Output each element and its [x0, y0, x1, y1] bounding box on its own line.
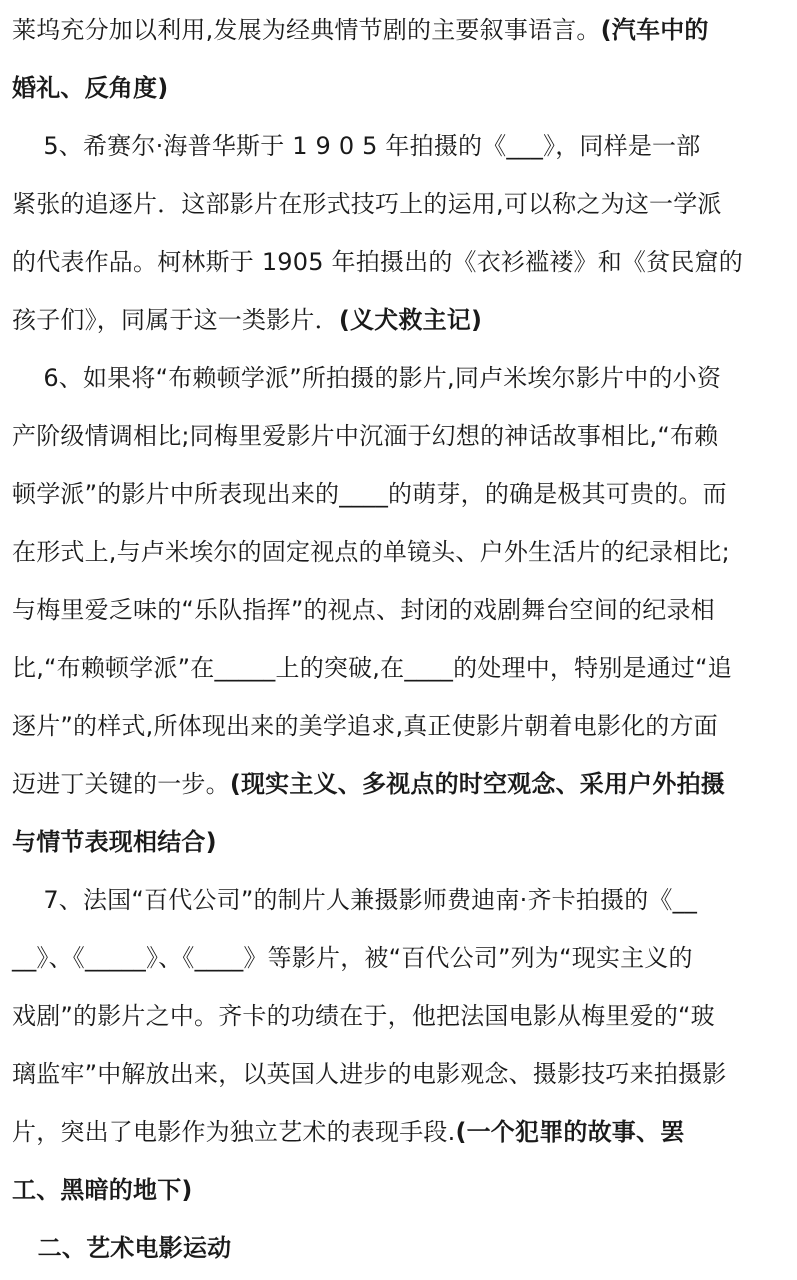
text-line: [12, 880, 697, 920]
answer-text: 与情节表现相结合): [12, 828, 217, 856]
text-line: [12, 242, 743, 282]
text-line: [12, 822, 217, 862]
body-text: 迈进丁关键的一步。: [12, 770, 230, 798]
text-line: [12, 416, 718, 456]
body-text: 逐片”的样式,所体现出来的美学追求,真正使影片朝着电影化的方面: [12, 712, 718, 740]
body-text: 莱坞充分加以利用,发展为经典情节剧的主要叙事语言。: [12, 16, 601, 44]
text-line: [12, 532, 730, 572]
answer-text: 二、艺术电影运动: [12, 1234, 232, 1262]
body-text: 顿学派”的影片中所表现出来的____的萌芽，的确是极其可贵的。而: [12, 480, 727, 508]
text-line: [12, 938, 693, 978]
text-line: [12, 1054, 726, 1094]
body-text: 在形式上,与卢米埃尔的固定视点的单镜头、户外生活片的纪录相比;: [12, 538, 730, 566]
answer-text: 婚礼、反角度): [12, 74, 169, 102]
body-text: 与梅里爱乏味的“乐队指挥”的视点、封闭的戏剧舞台空间的纪录相: [12, 596, 715, 624]
text-line: [12, 68, 168, 108]
text-line: [12, 126, 700, 166]
text-line: [12, 706, 718, 746]
text-line: [12, 358, 721, 398]
body-text: 璃监牢”中解放出来，以英国人进步的电影观念、摄影技巧来拍摄影: [12, 1060, 727, 1088]
body-text: __》、《_____》、《____》等影片，被“百代公司”列为“现实主义的: [12, 944, 693, 972]
answer-text: (一个犯罪的故事、罢: [455, 1118, 685, 1146]
text-line: [12, 590, 715, 630]
body-text: 孩子们》，同属于这一类影片．: [12, 306, 339, 334]
body-text: 紧张的追逐片．这部影片在形式技巧上的运用,可以称之为这一学派: [12, 190, 722, 218]
text-line: [12, 1170, 193, 1210]
text-line: [12, 474, 727, 514]
text-line: [12, 996, 715, 1036]
text-line: [12, 10, 709, 50]
body-text: 5、希赛尔·海普华斯于 1 9 0 5 年拍摄的《___》，同样是一部: [12, 132, 701, 160]
text-line: [12, 764, 725, 804]
text-line: [12, 1228, 231, 1268]
body-text: 比,“布赖顿学派”在_____上的突破,在____的处理中，特别是通过“追: [12, 654, 732, 682]
answer-text: (现实主义、多视点的时空观念、采用户外拍摄: [229, 770, 725, 798]
body-text: 7、法国“百代公司”的制片人兼摄影师费迪南·齐卡拍摄的《__: [12, 886, 698, 914]
text-line: [12, 1112, 684, 1152]
body-text: 产阶级情调相比;同梅里爱影片中沉湎于幻想的神话故事相比,“布赖: [12, 422, 719, 450]
body-text: 的代表作品。柯林斯于 1905 年拍摄出的《衣衫褴褛》和《贫民窟的: [12, 248, 743, 276]
text-line: [12, 648, 732, 688]
answer-text: (汽车中的: [600, 16, 709, 44]
body-text: 片，突出了电影作为独立艺术的表现手段.: [12, 1118, 456, 1146]
body-text: 6、如果将“布赖顿学派”所拍摄的影片,同卢米埃尔影片中的小资: [12, 364, 722, 392]
body-text: 戏剧”的影片之中。齐卡的功绩在于，他把法国电影从梅里爱的“玻: [12, 1002, 715, 1030]
answer-text: 工、黑暗的地下): [12, 1176, 193, 1204]
answer-text: (义犬救主记): [338, 306, 483, 334]
text-line: [12, 300, 482, 340]
text-line: [12, 184, 722, 224]
